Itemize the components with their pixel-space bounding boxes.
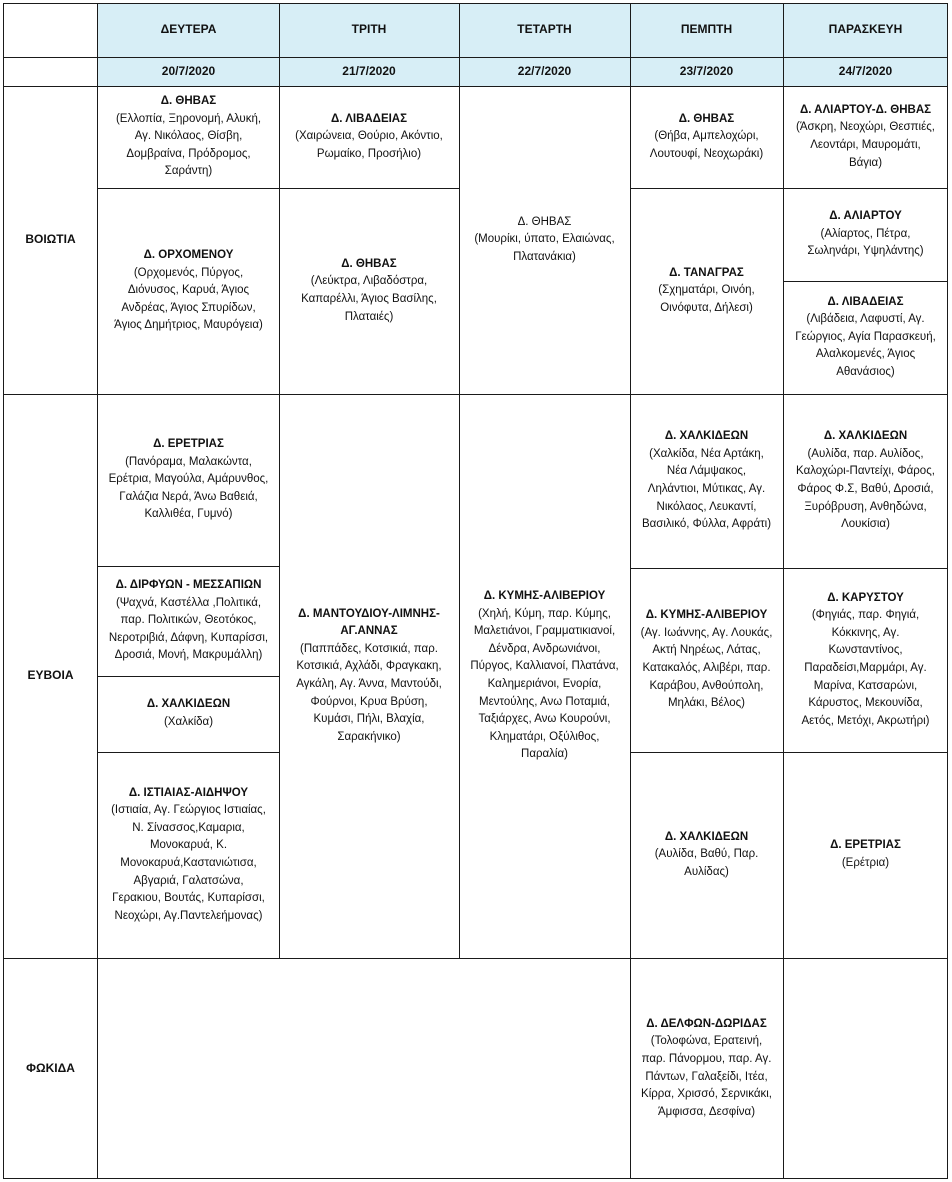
date-header-friday <box>783 57 948 86</box>
date-header-wednesday <box>459 57 630 86</box>
municipality-title: Δ. ΔΕΛΦΩΝ-ΔΩΡΙΔΑΣ <box>646 1017 767 1030</box>
date-label: 22/7/2020 <box>517 63 572 78</box>
date-label: 24/7/2020 <box>838 63 893 78</box>
municipality-title: Δ. ΚΑΡΥΣΤΟΥ <box>827 591 904 604</box>
schedule-entry <box>630 752 783 958</box>
places-list: (Άσκρη, Νεοχώρι, Θεσπιές, Λεοντάρι, Μαυρομάτι, Βάγια) <box>796 121 935 169</box>
date-label: 21/7/2020 <box>342 63 396 78</box>
places-list: (Πανόραμα, Μαλακώντα, Ερέτρια, Μαγούλα, Αμάρυνθος, Γαλάζια Νερά, Άνω Βαθειά, Καλλιθέα, Γυμνό) <box>108 455 269 521</box>
region-label-fokida <box>3 958 98 1179</box>
municipality-title: Δ. ΛΙΒΑΔΕΙΑΣ <box>827 295 904 308</box>
schedule-entry <box>783 568 948 752</box>
day-label: ΔΕΥΤΕΡΑ <box>160 22 217 37</box>
grid-line <box>3 958 948 959</box>
places-list: (Αγ. Ιωάννης, Αγ. Λουκάς, Ακτή Νηρέως, Λάτας, Κατακαλός, Αλιβέρι, παρ. Καράβου, Ανθούπολη, Μηλάκι, Βέλος) <box>640 626 773 710</box>
schedule-entry <box>459 394 630 958</box>
grid-line <box>98 566 279 567</box>
municipality-title: Δ. ΧΑΛΚΙΔΕΩΝ <box>146 698 231 711</box>
places-list: (Ιστιαία, Αγ. Γεώργιος Ιστιαίας, Ν. Σίνασσος,Καμαρια, Μονοκαρυά, Κ. Μονοκαρυά,Καστανιώτισα, Αβγαριά, Γαλατσώνα, Γερακιου, Βουτάς, Κυπαρίσσι, Νεοχώρι, Αγ.Παντελεήμονας) <box>111 804 266 922</box>
places-list: (Ψαχνά, Καστέλλα ,Πολιτικά, παρ. Πολιτικών, Θεοτόκος, Νεροτριβιά, Δάφνη, Κυπαρίσσι, Δροσιά, Μονή, Μακρυμάλλη) <box>108 596 269 662</box>
grid-line <box>783 281 948 282</box>
grid-line <box>630 752 948 753</box>
places-list: (Μουρίκι, ύπατο, Ελαιώνας, Πλατανάκια) <box>474 233 615 263</box>
schedule-entry <box>630 188 783 394</box>
municipality-title: Δ. ΜΑΝΤΟΥΔΙΟΥ-ΛΙΜΝΗΣ-ΑΓ.ΑΝΝΑΣ <box>298 607 440 638</box>
date-header-monday <box>98 57 279 86</box>
day-label: ΤΕΤΑΡΤΗ <box>517 22 572 37</box>
municipality-title: Δ. ΕΡΕΤΡΙΑΣ <box>153 438 224 451</box>
day-header-thursday <box>630 3 783 57</box>
schedule-entry <box>98 394 279 566</box>
schedule-entry <box>630 86 783 188</box>
schedule-entry <box>98 566 279 676</box>
day-header-friday <box>783 3 948 57</box>
grid-line <box>98 676 279 677</box>
municipality-title: Δ. ΑΛΙΑΡΤΟΥ <box>829 210 902 223</box>
schedule-entry <box>783 86 948 188</box>
municipality-title: Δ. ΚΥΜΗΣ-ΑΛΙΒΕΡΙΟΥ <box>645 609 768 622</box>
places-list: (Σχηματάρι, Οινόη, Οινόφυτα, Δήλεσι) <box>658 284 755 314</box>
municipality-title: Δ. ΘΗΒΑΣ <box>341 257 397 270</box>
municipality-title: Δ. ΚΥΜΗΣ-ΑΛΙΒΕΡΙΟΥ <box>483 590 606 603</box>
places-list: (Λεύκτρα, Λιβαδόστρα, Καπαρέλλι, Άγιος Βασίλης, Πλαταιές) <box>301 275 437 323</box>
grid-line <box>783 3 784 1179</box>
schedule-entry <box>630 958 783 1179</box>
date-label: 20/7/2020 <box>161 63 216 78</box>
municipality-title: Δ. ΕΡΕΤΡΙΑΣ <box>830 839 901 852</box>
schedule-entry <box>98 752 279 958</box>
municipality-title: Δ. ΑΛΙΑΡΤΟΥ-Δ. ΘΗΒΑΣ <box>799 103 932 116</box>
municipality-title: Δ. ΤΑΝΑΓΡΑΣ <box>669 266 744 279</box>
places-list: (Τολοφώνα, Ερατεινή, παρ. Πάνορμου, παρ. Αγ. Πάντων, Γαλαξείδι, Ιτέα, Κίρρα, Χρισσό, Σερνικάκι, Άμφισσα, Δεσφίνα) <box>641 1035 772 1118</box>
schedule-entry <box>783 752 948 958</box>
day-label: ΠΑΡΑΣΚΕΥΗ <box>828 22 903 37</box>
places-list: (Ορχομενός, Πύργος, Διόνυσος, Καρυά, Άγιος Ανδρέας, Άγιος Σπυρίδων, Άγιος Δημήτριος, Μαυρόγεια) <box>114 266 263 332</box>
grid-line <box>98 188 459 189</box>
date-label: 23/7/2020 <box>679 63 734 78</box>
municipality-title: Δ. ΘΗΒΑΣ <box>678 112 735 125</box>
grid-line <box>3 1178 948 1179</box>
schedule-entry <box>98 676 279 752</box>
grid-line <box>3 86 948 87</box>
schedule-entry <box>783 188 948 281</box>
grid-line <box>97 3 98 1179</box>
schedule-entry <box>783 394 948 568</box>
municipality-title: Δ. ΘΗΒΑΣ <box>160 95 217 108</box>
places-list: (Χηλή, Κύμη, παρ. Κύμης, Μαλετιάνοι, Γραμματικιανοί, Δένδρα, Ανδρωνιάνοι, Πύργος, Καλλιανοί, Πλατάνα, Καλημεριάνοι, Ενορία, Μεντούλης, Ανω Ποταμιά, Ταξιάρχες, Ανω Κουρούνι, Κληματάρι, Οξύλιθος, Παραλία) <box>470 607 619 761</box>
date-header-thursday <box>630 57 783 86</box>
schedule-entry <box>630 568 783 752</box>
schedule-entry <box>279 188 459 394</box>
schedule-entry <box>459 86 630 394</box>
grid-line <box>459 3 460 959</box>
schedule-entry <box>98 86 279 188</box>
places-list: (Χαλκίδα, Νέα Αρτάκη, Νέα Λάμψακος, Ληλάντιοι, Μύτικας, Αγ. Νικόλαος, Λευκαντί, Βασιλικό, Φύλλα, Αφράτι) <box>641 447 772 531</box>
grid-line <box>279 3 280 959</box>
grid-line <box>630 568 948 569</box>
municipality-title: Δ. ΧΑΛΚΙΔΕΩΝ <box>664 430 749 443</box>
day-header-tuesday <box>279 3 459 57</box>
places-list: (Χαιρώνεια, Θούριο, Ακόντιο, Ρωμαίκο, Προσήλιο) <box>295 130 443 160</box>
grid-line <box>3 394 948 395</box>
day-label: ΤΡΙΤΗ <box>351 22 387 37</box>
municipality-title: Δ. ΧΑΛΚΙΔΕΩΝ <box>664 830 749 843</box>
region-name: ΕΥΒΟΙΑ <box>27 668 74 683</box>
municipality-title: Δ. ΘΗΒΑΣ <box>517 215 572 228</box>
municipality-title: Δ. ΙΣΤΙΑΙΑΣ-ΑΙΔΗΨΟΥ <box>128 786 249 799</box>
places-list: (Θήβα, Αμπελοχώρι, Λουτουφί, Νεοχωράκι) <box>649 130 764 160</box>
grid-line <box>630 188 948 189</box>
places-list: (Αλίαρτος, Πέτρα, Σωληνάρι, Υψηλάντης) <box>807 227 924 258</box>
region-name: ΒΟΙΩΤΙΑ <box>25 232 76 247</box>
places-list: (Παππάδες, Κοτσικιά, παρ. Κοτσικιά, Αχλάδι, Φραγκακη, Αγκάλη, Αγ. Άννα, Μαντούδι, Φούρνοι, Κρυα Βρύση, Κυμάσι, Πήλι, Βλαχία, Σαρακήνικο) <box>296 642 442 743</box>
places-list: (Αυλίδα, Βαθύ, Παρ. Αυλίδας) <box>654 848 759 878</box>
date-header-tuesday <box>279 57 459 86</box>
places-list: (Φηγιάς, παρ. Φηγιά, Κόκκινης, Αγ. Κωνσταντίνος, Παραδείσι,Μαρμάρι, Αγ. Μαρίνα, Κατσαρώνι, Κάρυστος, Μεκουνίδα, Αετός, Μετόχι, Ακρωτήρι) <box>801 609 930 727</box>
region-label-evia <box>3 394 98 958</box>
municipality-title: Δ. ΧΑΛΚΙΔΕΩΝ <box>823 430 908 443</box>
region-name: ΦΩΚΙΔΑ <box>26 1060 75 1075</box>
schedule-entry <box>630 394 783 568</box>
places-list: (Αυλίδα, παρ. Αυλίδος, Καλοχώρι-Παντείχι, Φάρος, Φάρος Φ.Σ, Βαθύ, Δροσιά, Ξυρόβρυση, Ανθηδώνα, Λουκίσια) <box>796 447 935 531</box>
grid-line <box>630 3 631 1179</box>
schedule-entry <box>279 86 459 188</box>
places-list: (Ερέτρια) <box>841 857 890 869</box>
places-list: (Χαλκίδα) <box>163 716 214 728</box>
places-list: (Λιβάδεια, Λαφυστί, Αγ. Γεώργιος, Αγία Παρασκευή, Αλαλκομενές, Άγιος Αθανάσιος) <box>795 313 936 378</box>
schedule-entry <box>783 281 948 394</box>
grid-line <box>3 3 948 4</box>
region-label-voiotia <box>3 86 98 394</box>
day-label: ΠΕΜΠΤΗ <box>680 22 733 37</box>
day-header-wednesday <box>459 3 630 57</box>
municipality-title: Δ. ΔΙΡΦΥΩΝ - ΜΕΣΣΑΠΙΩΝ <box>115 579 262 592</box>
municipality-title: Δ. ΟΡΧΟΜΕΝΟΥ <box>143 249 234 262</box>
day-header-monday <box>98 3 279 57</box>
grid-line <box>947 3 948 1179</box>
schedule-entry <box>98 188 279 394</box>
grid-line <box>3 3 4 1179</box>
municipality-title: Δ. ΛΙΒΑΔΕΙΑΣ <box>330 112 408 125</box>
schedule-entry <box>279 394 459 958</box>
grid-line <box>3 57 948 58</box>
places-list: (Ελλοπία, Ξηρονομή, Αλυκή, Αγ. Νικόλαος, Θίσβη, Δομβραίνα, Πρόδρομος, Σαράντη) <box>115 112 262 178</box>
grid-line <box>98 752 279 753</box>
